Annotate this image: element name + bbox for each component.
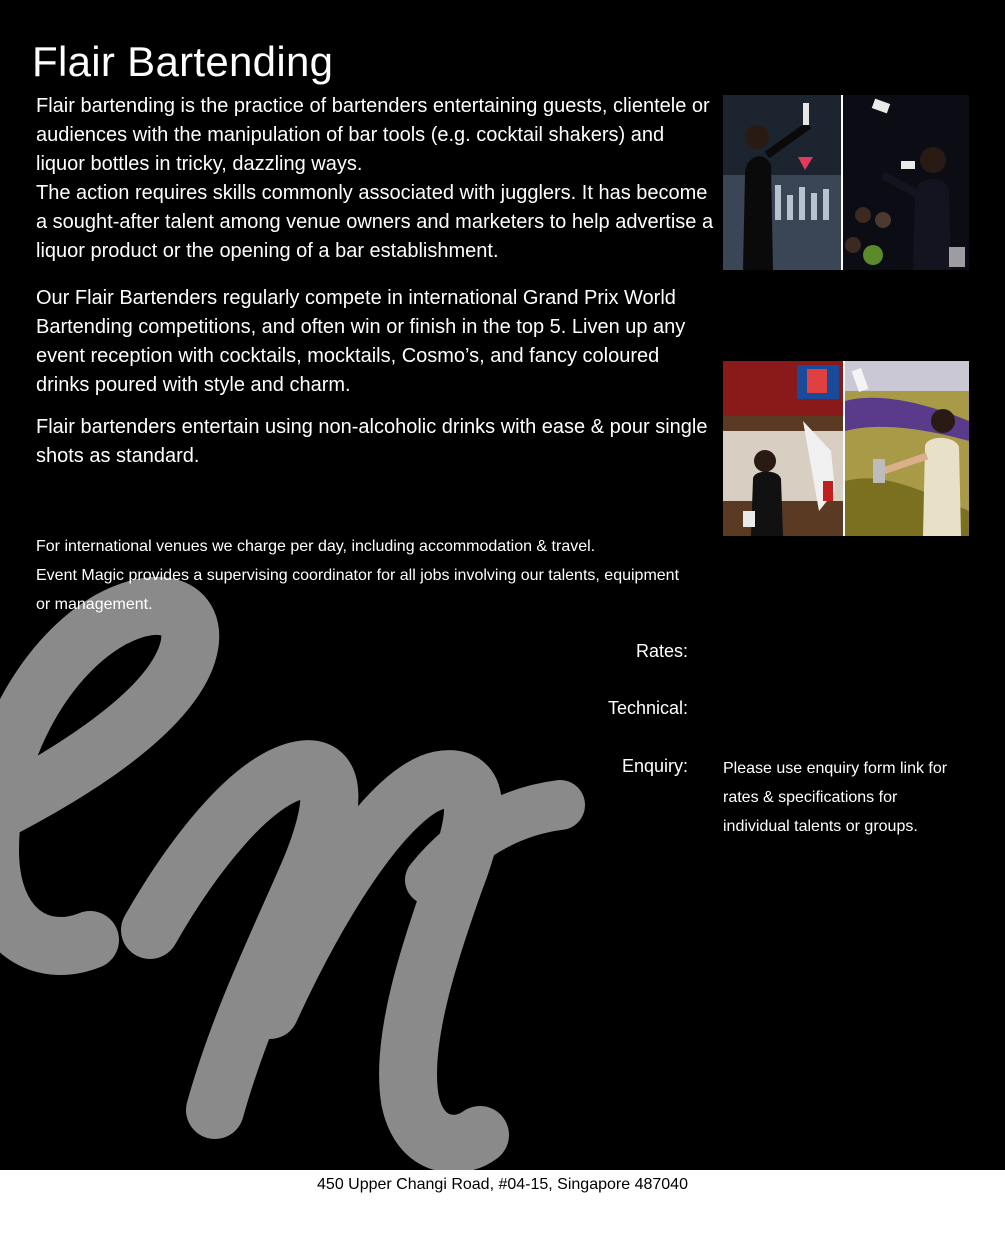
intro-paragraph: The action requires skills commonly associated with jugglers. It has become a sought-after talent among venue owners and marketers to help advertise a liquor product or the opening of a bar establishment. xyxy=(36,182,714,262)
footer xyxy=(0,1170,1005,1242)
non-alcoholic-paragraph: Flair bartenders entertain using non-alcoholic drinks with ease & pour single shots as standard. xyxy=(36,416,708,467)
competition-stage-photo xyxy=(723,361,969,536)
bartender-performance-photo xyxy=(723,95,969,270)
note-line: Event Magic provides a supervising coordinator for all jobs involving our talents, equipment or management. xyxy=(36,567,680,613)
enquiry-text: Please use enquiry form link for rates & specifications for individual talents or groups. xyxy=(723,760,948,835)
intro-paragraph: Flair bartending is the practice of bartenders entertaining guests, clientele or audiences with the manipulation of bar tools (e.g. cocktail shakers) and liquor bottles in tricky, dazzling ways. xyxy=(36,95,710,175)
international-note xyxy=(36,532,696,619)
footer-address: 450 Upper Changi Road, #04-15, Singapore 487040 xyxy=(317,1176,688,1193)
technical-label: Technical: xyxy=(607,698,688,718)
intro-text xyxy=(36,92,716,266)
page-title: Flair Bartending xyxy=(32,38,334,85)
note-line: For international venues we charge per day, including accommodation & travel. xyxy=(36,538,596,555)
rates-label: Rates: xyxy=(635,641,688,661)
competition-paragraph: Our Flair Bartenders regularly compete in international Grand Prix World Bartending competitions, and often win or finish in the top 5. Liven up any event reception with cocktails, mocktails, Cosmo’s, and fancy coloured drinks poured with style and charm. xyxy=(36,287,686,396)
enquiry-label: Enquiry: xyxy=(621,756,688,776)
